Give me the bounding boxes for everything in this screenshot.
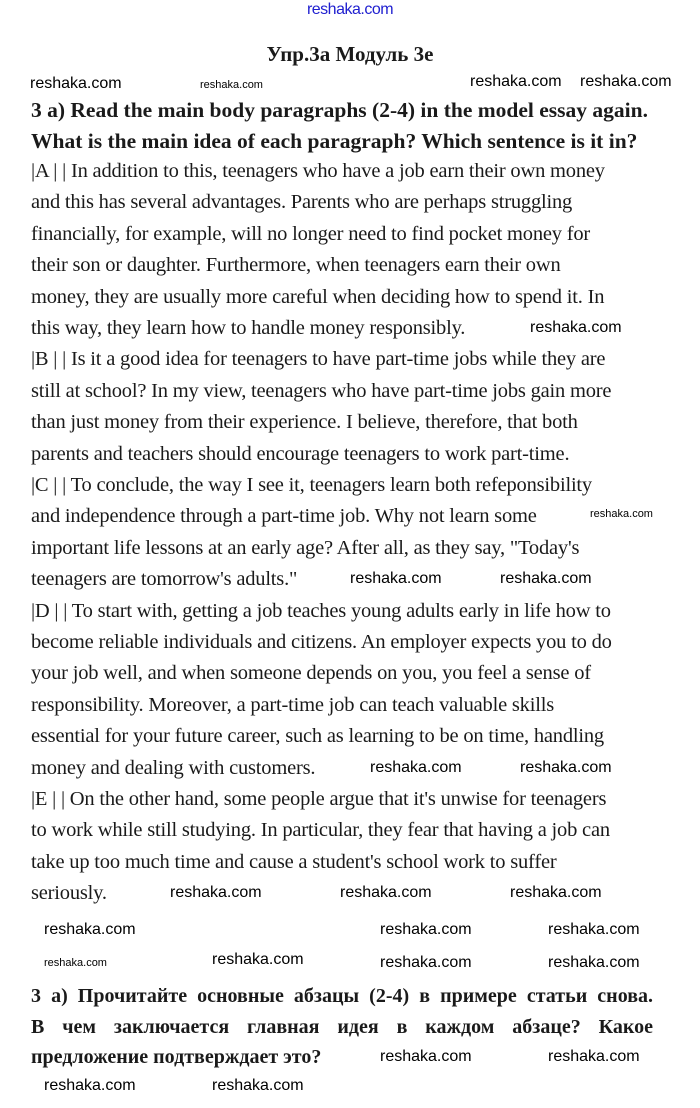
essay-line: and this has several advantages. Parents who are perhaps struggling [31,191,573,214]
watermark: reshaka.com [30,75,122,92]
essay-line: responsibility. Moreover, a part-time job can teach valuable skills [31,693,554,716]
essay-line: money, they are usually more careful when deciding how to spend it. In [31,285,605,308]
essay-line: |A | | In addition to this, teenagers who have a job earn their own money [31,160,605,182]
task-heading-ru-line-3: предложение подтверждает это? [31,1046,322,1068]
task-heading-ru-line-1: 3 а) Прочитайте основные абзацы (2-4) в примере статьи снова. [31,985,653,1007]
watermark: reshaka.com [548,921,640,938]
essay-line: |D | | To start with, getting a job teaches young adults early in life how to [31,599,611,622]
watermark: reshaka.com [580,73,672,90]
essay-line: to work while still studying. In particular, they fear that having a job can [31,819,610,842]
watermark: reshaka.com [350,570,442,587]
essay-line: |C | | To conclude, the way I see it, teenagers learn both refeponsibility [31,474,592,496]
essay-line: than just money from their experience. I believe, therefore, that both [31,411,578,434]
essay-line: take up too much time and cause a student's school work to suffer [31,850,557,873]
site-header-link[interactable]: reshaka.com [306,1,394,18]
essay-line: |E | | On the other hand, some people argue that it's unwise for teenagers [31,788,607,810]
watermark: reshaka.com [44,1077,136,1094]
task-heading-ru-line-2: В чем заключается главная идея в каждом абзаце? Какое [31,1016,653,1038]
watermark: reshaka.com [44,957,107,969]
watermark: reshaka.com [380,1048,472,1065]
essay-line: your job well, and when someone depends on you, you feel a sense of [31,662,591,685]
essay-line: |B | | Is it a good idea for teenagers to have part-time jobs while they are [31,348,606,371]
watermark: reshaka.com [530,319,622,336]
essay-line: teenagers are tomorrow's adults." [31,568,298,591]
watermark: reshaka.com [200,79,263,91]
essay-line: important life lessons at an early age? After all, as they say, "Today's [31,536,580,559]
essay-line: money and dealing with customers. [31,756,316,779]
watermark: reshaka.com [590,508,653,520]
essay-line: seriously. [31,882,107,905]
essay-line: financially, for example, will no longer need to find pocket money for [31,222,591,245]
watermark: reshaka.com [548,1048,640,1065]
essay-line: and independence through a part-time job. Why not learn some [31,505,537,528]
watermark: reshaka.com [212,951,304,968]
task-heading-en-line-1: 3 a) Read the main body paragraphs (2-4) in the model essay again. [31,98,648,122]
essay-line: this way, they learn how to handle money responsibly. [31,317,466,339]
watermark: reshaka.com [370,759,462,776]
watermark: reshaka.com [548,954,640,971]
essay-line: parents and teachers should encourage teenagers to work part-time. [31,442,570,465]
page-title: Упр.3а Модуль 3е [266,42,434,66]
watermark: reshaka.com [170,884,262,901]
essay-line: their son or daughter. Furthermore, when teenagers earn their own [31,254,561,277]
watermark: reshaka.com [44,921,136,938]
watermark: reshaka.com [340,884,432,901]
essay-line: essential for your future career, such as learning to be on time, handling [31,725,604,748]
task-heading-en-line-2: What is the main idea of each paragraph? Which sentence is it in? [31,129,638,153]
watermark: reshaka.com [510,884,602,901]
watermark: reshaka.com [520,759,612,776]
watermark: reshaka.com [380,954,472,971]
watermark: reshaka.com [212,1077,304,1094]
watermark: reshaka.com [470,73,562,90]
essay-line: still at school? In my view, teenagers who have part-time jobs gain more [31,379,612,402]
watermark: reshaka.com [380,921,472,938]
watermark: reshaka.com [500,570,592,587]
essay-line: become reliable individuals and citizens. An employer expects you to do [31,631,612,653]
